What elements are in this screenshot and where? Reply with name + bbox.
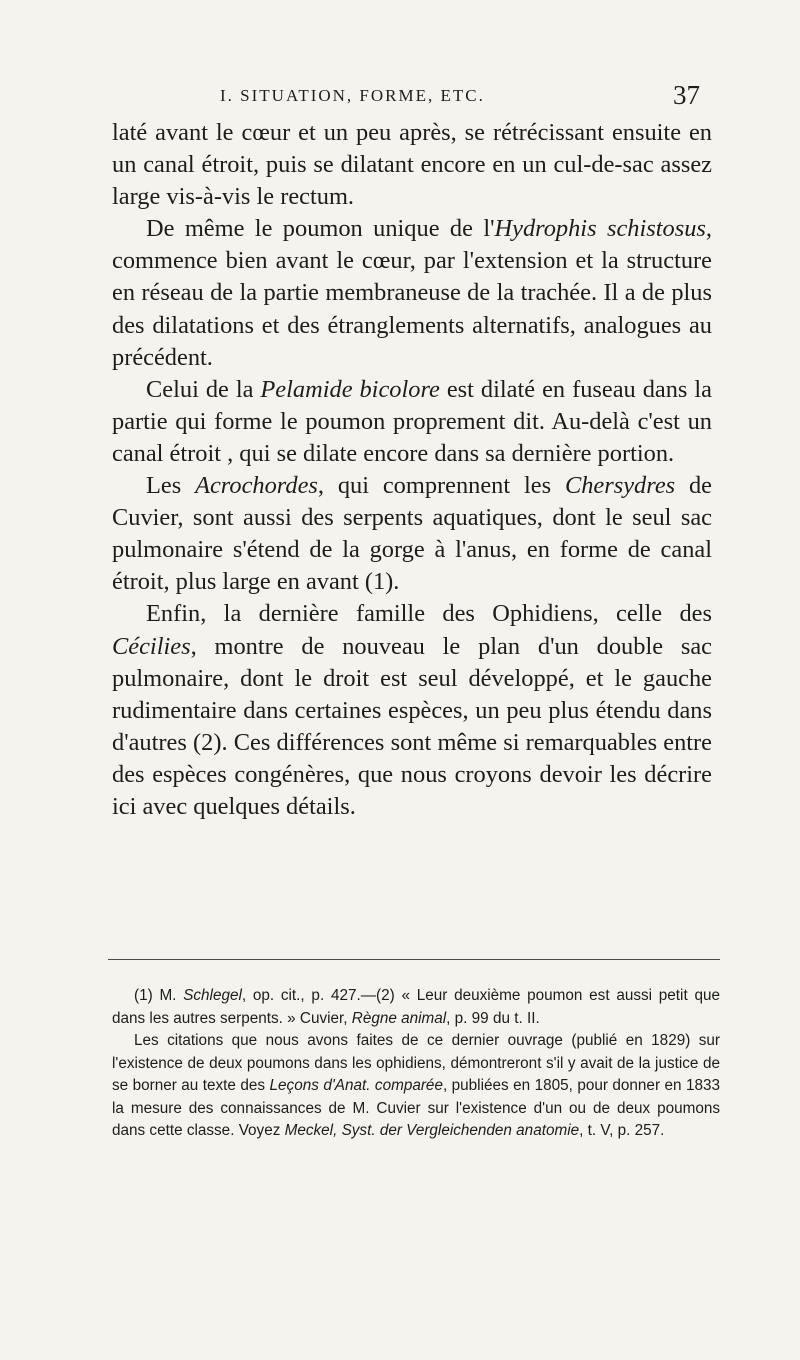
text-run: , t. V, p. 257. — [579, 1122, 665, 1139]
text-run: De même le poumon unique de l' — [146, 215, 495, 243]
text-run: Enfin, la dernière famille des Ophidiens, celle des — [146, 600, 712, 628]
species-name: Acrochordes — [195, 472, 318, 500]
page-number: 37 — [673, 80, 700, 110]
main-text — [112, 117, 712, 823]
paragraph — [112, 117, 712, 213]
paragraph — [112, 598, 712, 823]
text-run: Les citations que nous avons faites de ce dernier ouvrage (publié en 1829) sur l'existence de deux poumons dans les ophidiens, démontreront s'il y avait de la justice de se borner au texte des — [112, 1032, 720, 1094]
text-run: , commence bien avant le cœur, par l'extension et la structure en réseau de la partie membraneuse de la trachée. Il a de plus des dilatations et des étranglements alternatifs, analogues au précédent. — [112, 215, 713, 371]
page-header — [220, 80, 700, 116]
species-name: Chersydres — [564, 472, 676, 500]
work-title: Leçons d'Anat. comparée — [269, 1077, 443, 1094]
text-run: de Cuvier, sont aussi des serpents aquatiques, dont le seul sac pulmonaire s'étend de la gorge à l'anus, en forme de canal étroit, plus large en avant (1). — [112, 472, 712, 596]
work-title: Meckel, Syst. der Vergleichenden anatomie — [284, 1122, 580, 1139]
species-name: Pelamide bicolore — [260, 375, 440, 403]
species-name: Cécilies — [112, 632, 191, 660]
text-run: , p. 99 du t. II. — [446, 1009, 540, 1027]
text-run: est dilaté en fuseau dans la partie qui forme le poumon proprement dit. Au-delà c'est un canal étroit , qui se dilate encore dans sa dernière portion. — [112, 375, 712, 467]
text-run: , op. cit., p. 427.—(2) « Leur deuxième poumon est aussi petit que dans les autres serpents. » Cuvier, — [112, 987, 720, 1027]
work-title: Règne animal — [351, 1009, 447, 1027]
paragraph — [112, 213, 712, 373]
running-head: I. SITUATION, FORME, ETC. — [220, 86, 485, 105]
footnote — [112, 1030, 720, 1143]
text-run: Les — [146, 472, 196, 500]
text-run: , montre de nouveau le plan d'un double sac pulmonaire, dont le droit est seul développé, et le gauche rudimentaire dans certaines espèces, un peu plus étendu dans d'autres (2). Ces différences sont même si remarquables entre des espèces congénères, que nous croyons devoir les décrire ici avec quelques détails. — [112, 632, 712, 820]
paragraph — [112, 470, 712, 598]
species-name: Hydrophis schistosus — [494, 215, 706, 243]
author-name: Schlegel — [183, 987, 242, 1004]
footnotes — [112, 985, 720, 1143]
text-run: , publiées en 1805, pour donner en 1833 la mesure des connaissances de M. Cuvier sur l'existence d'un ou de deux poumons dans cette classe. Voyez — [112, 1077, 720, 1139]
text-run: laté avant le cœur et un peu après, se rétrécissant ensuite en un canal étroit, puis se dilatant encore en un cul-de-sac assez large vis-à-vis le rectum. — [112, 119, 712, 211]
footnote-divider — [108, 959, 720, 960]
paragraph — [112, 374, 712, 470]
text-run: Celui de la — [146, 375, 261, 403]
footnote — [112, 985, 720, 1030]
text-run: , qui comprennent les — [317, 472, 565, 500]
text-run: (1) M. — [134, 987, 184, 1004]
